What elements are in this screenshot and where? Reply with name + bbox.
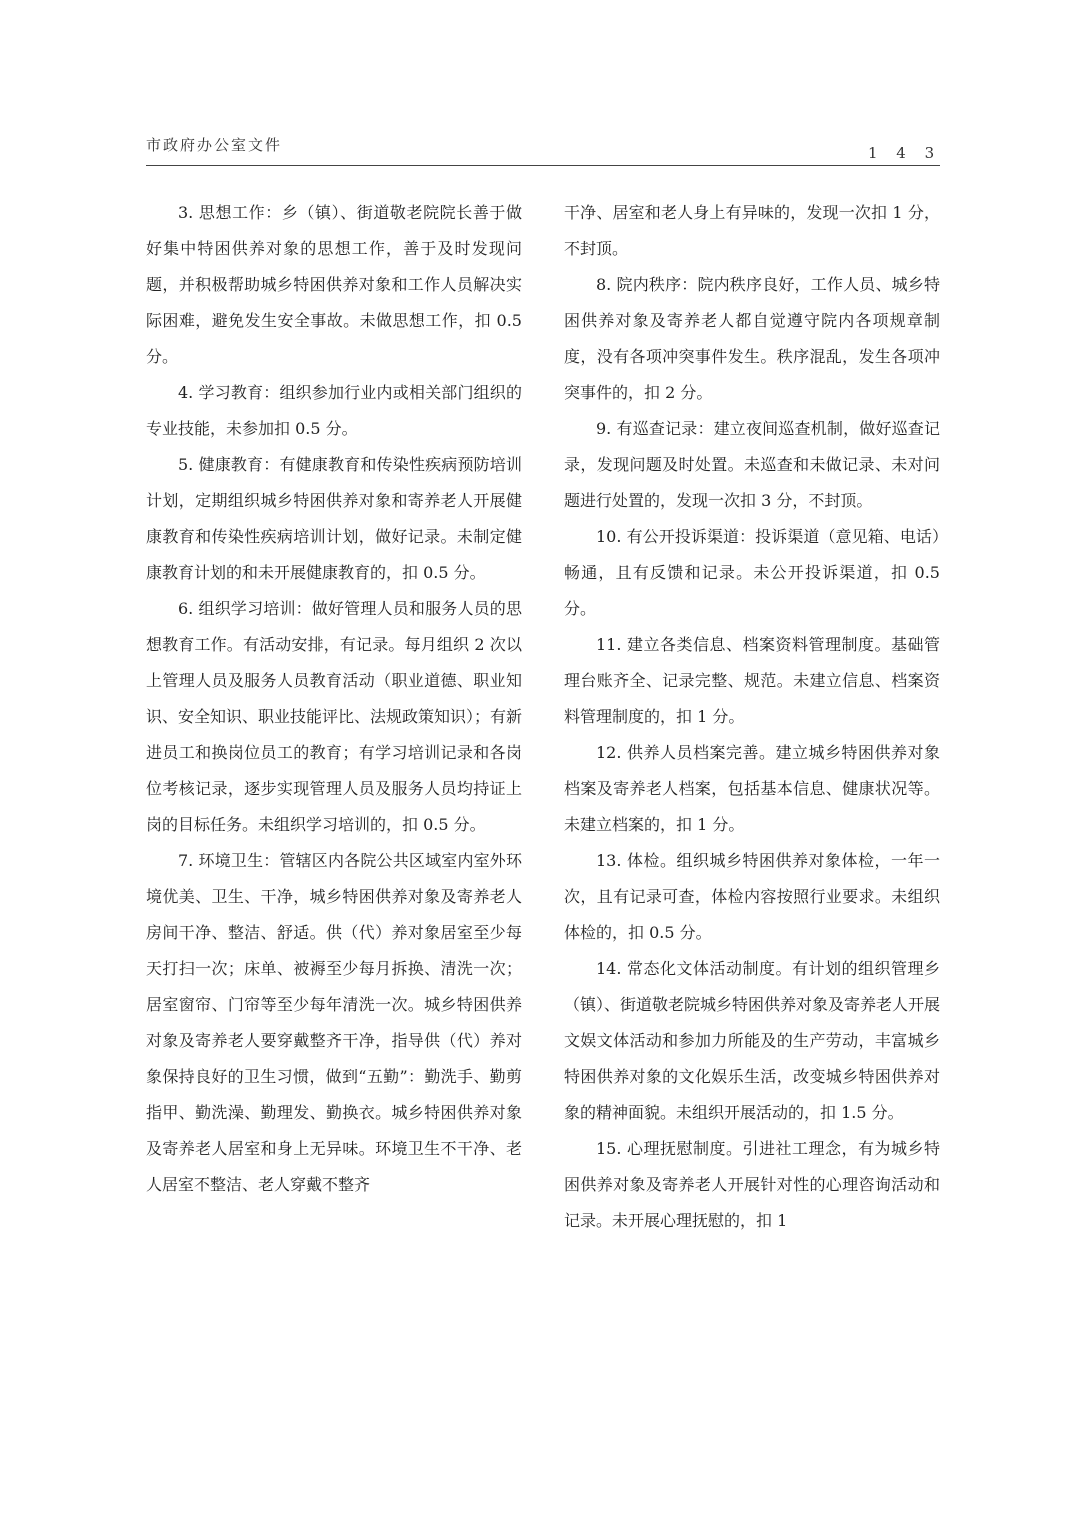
paragraph: 6. 组织学习培训：做好管理人员和服务人员的思想教育工作。有活动安排，有记录。每月组织 2 次以上管理人员及服务人员教育活动（职业道德、职业知识、安全知识、职业技能评比、法规政策知识）；有新进员工和换岗位员工的教育；有学习培训记录和各岗位考核记录，逐步实现管理人员及服务人员均持证上岗的目标任务。未组织学习培训的，扣 0.5 分。 [146,599,523,834]
paragraph: 10. 有公开投诉渠道：投诉渠道（意见箱、电话）畅通，且有反馈和记录。未公开投诉渠道，扣 0.5 分。 [564,527,940,618]
page-number: 1 4 3 [868,144,942,162]
paragraph: 8. 院内秩序：院内秩序良好，工作人员、城乡特困供养对象及寄养老人都自觉遵守院内各项规章制度，没有各项冲突事件发生。秩序混乱，发生各项冲突事件的，扣 2 分。 [564,275,940,402]
paragraph: 7. 环境卫生：管辖区内各院公共区域室内室外环境优美、卫生、干净，城乡特困供养对象及寄养老人房间干净、整洁、舒适。供（代）养对象居室至少每天打扫一次；床单、被褥至少每月拆换、清洗一次；居室窗帘、门帘等至少每年清洗一次。城乡特困供养对象及寄养老人要穿戴整齐干净，指导供（代）养对象保持良好的卫生习惯，做到“五勤”：勤洗手、勤剪指甲、勤洗澡、勤理发、勤换衣。城乡特困供养对象及寄养老人居室和身上无异味。环境卫生不干净、老人居室不整洁、老人穿戴不整齐 [146,851,522,1194]
paragraph: 5. 健康教育：有健康教育和传染性疾病预防培训计划，定期组织城乡特困供养对象和寄养老人开展健康教育和传染性疾病培训计划，做好记录。未制定健康教育计划的和未开展健康教育的，扣 0.5 分。 [146,455,522,582]
right-column [564,195,940,1239]
running-header-title: 市政府办公室文件 [146,136,283,154]
header-divider [146,165,940,166]
paragraph: 12. 供养人员档案完善。建立城乡特困供养对象档案及寄养老人档案，包括基本信息、健康状况等。未建立档案的，扣 1 分。 [564,743,940,834]
paragraph: 15. 心理抚慰制度。引进社工理念，有为城乡特困供养对象及寄养老人开展针对性的心理咨询活动和记录。未开展心理抚慰的，扣 1 [564,1139,940,1230]
paragraph: 3. 思想工作：乡（镇）、街道敬老院院长善于做好集中特困供养对象的思想工作，善于及时发现问题，并积极帮助城乡特困供养对象和工作人员解决实际困难，避免发生安全事故。未做思想工作，扣 0.5 分。 [146,203,522,366]
paragraph: 4. 学习教育：组织参加行业内或相关部门组织的专业技能，未参加扣 0.5 分。 [146,383,522,438]
paragraph: 14. 常态化文体活动制度。有计划的组织管理乡（镇）、街道敬老院城乡特困供养对象及寄养老人开展文娱文体活动和参加力所能及的生产劳动，丰富城乡特困供养对象的文化娱乐生活，改变城乡特困供养对象的精神面貌。未组织开展活动的，扣 1.5 分。 [564,959,941,1122]
paragraph: 9. 有巡查记录：建立夜间巡查机制，做好巡查记录，发现问题及时处置。未巡查和未做记录、未对问题进行处置的，发现一次扣 3 分，不封顶。 [564,419,940,510]
paragraph: 11. 建立各类信息、档案资料管理制度。基础管理台账齐全、记录完整、规范。未建立信息、档案资料管理制度的，扣 1 分。 [564,635,940,726]
paragraph: 13. 体检。组织城乡特困供养对象体检，一年一次，且有记录可查，体检内容按照行业要求。未组织体检的，扣 0.5 分。 [564,851,940,942]
left-column [146,195,522,1203]
paragraph: 干净、居室和老人身上有异味的，发现一次扣 1 分，不封顶。 [564,203,940,258]
